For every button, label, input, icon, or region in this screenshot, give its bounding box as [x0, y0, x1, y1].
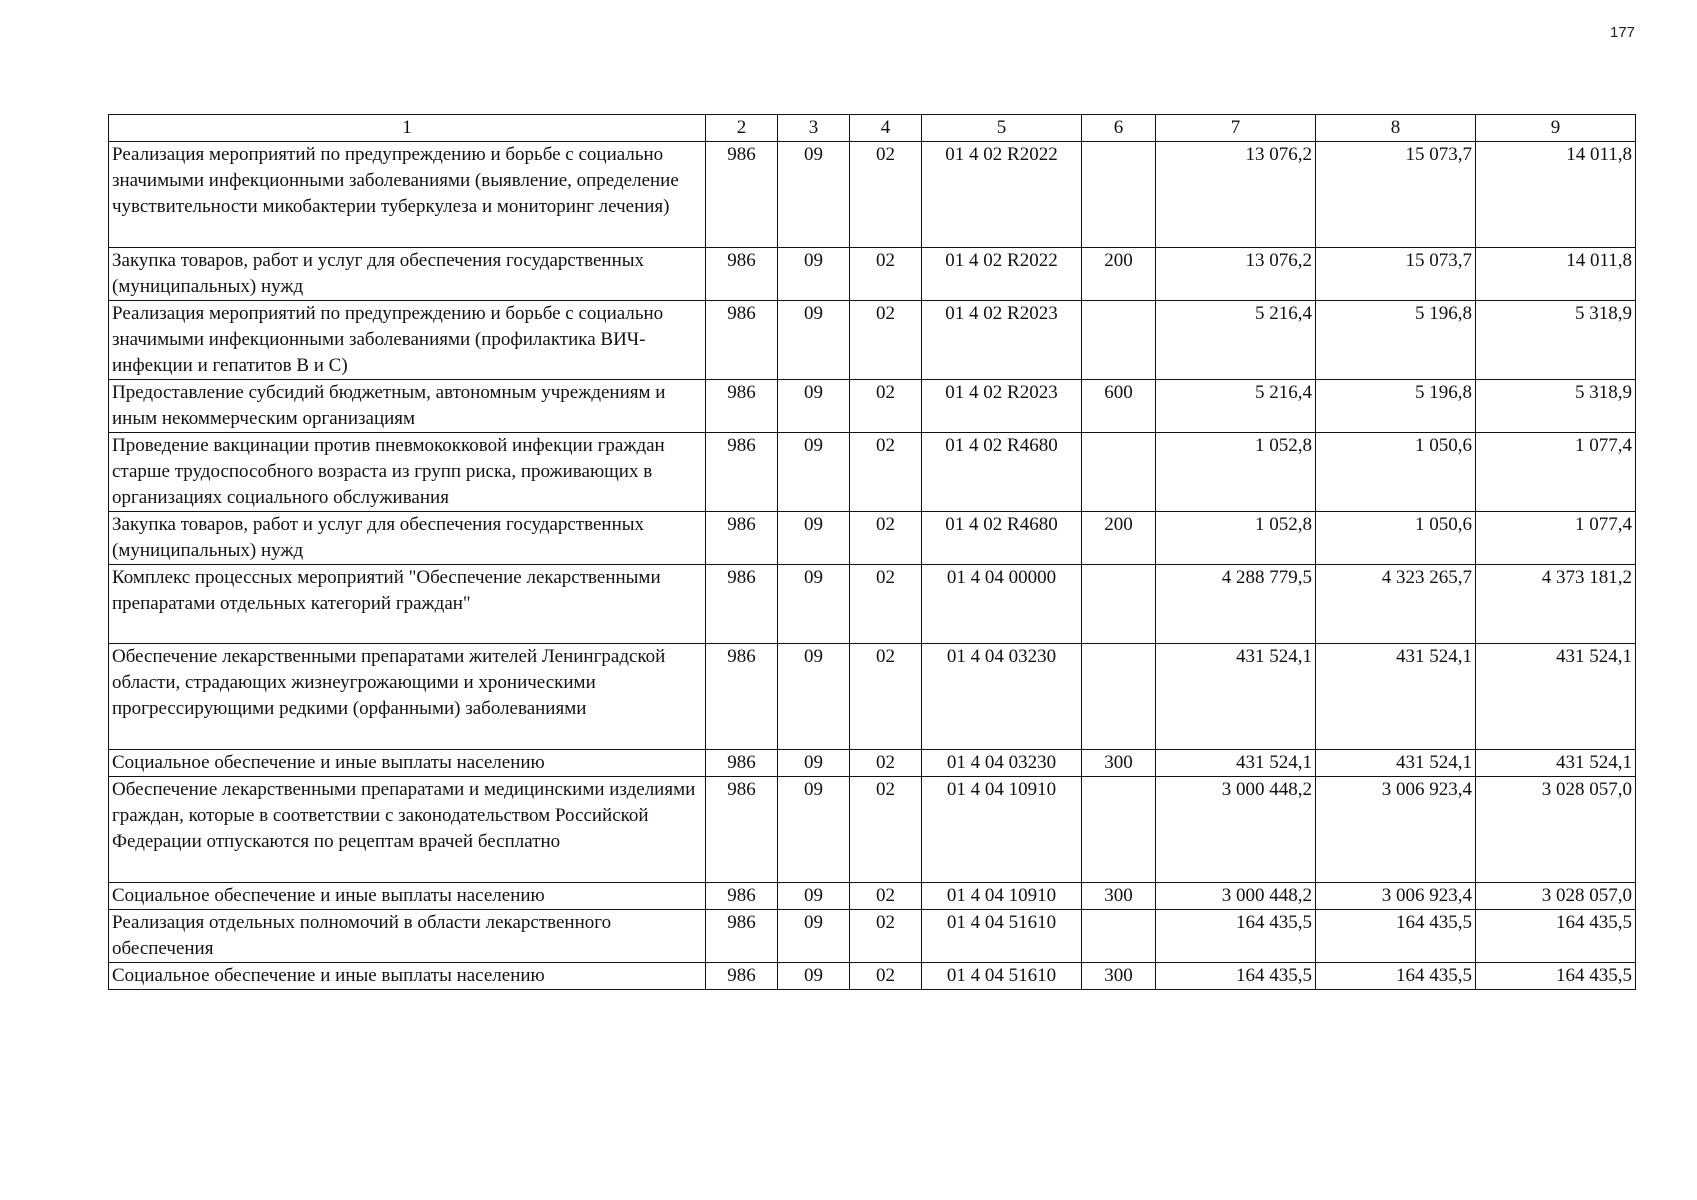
row-expense-type: 300 [1082, 750, 1156, 777]
row-target-code: 01 4 04 03230 [922, 644, 1082, 750]
row-value-col8: 5 196,8 [1316, 380, 1476, 433]
row-value-col9: 164 435,5 [1476, 963, 1636, 990]
row-ministry-code: 986 [706, 301, 778, 380]
row-value-col9: 14 011,8 [1476, 142, 1636, 248]
table-row [109, 910, 1636, 963]
row-target-code: 01 4 02 R4680 [922, 433, 1082, 512]
row-value-col7: 5 216,4 [1156, 380, 1316, 433]
row-subsection-code: 02 [850, 512, 922, 565]
row-value-col8: 15 073,7 [1316, 142, 1476, 248]
table-row [109, 142, 1636, 248]
row-value-col7: 4 288 779,5 [1156, 565, 1316, 644]
table-row [109, 963, 1636, 990]
row-expense-type: 300 [1082, 883, 1156, 910]
header-col-7: 7 [1156, 115, 1316, 142]
row-ministry-code: 986 [706, 750, 778, 777]
row-ministry-code: 986 [706, 883, 778, 910]
row-name: Социальное обеспечение и иные выплаты населению [109, 963, 706, 990]
row-section-code: 09 [778, 777, 850, 883]
header-col-1: 1 [109, 115, 706, 142]
row-value-col7: 431 524,1 [1156, 750, 1316, 777]
row-name: Социальное обеспечение и иные выплаты населению [109, 883, 706, 910]
row-value-col7: 431 524,1 [1156, 644, 1316, 750]
row-expense-type: 200 [1082, 512, 1156, 565]
row-value-col8: 431 524,1 [1316, 644, 1476, 750]
row-ministry-code: 986 [706, 380, 778, 433]
row-value-col8: 1 050,6 [1316, 512, 1476, 565]
row-value-col9: 3 028 057,0 [1476, 883, 1636, 910]
table-row [109, 248, 1636, 301]
row-ministry-code: 986 [706, 142, 778, 248]
row-value-col9: 164 435,5 [1476, 910, 1636, 963]
row-expense-type: 600 [1082, 380, 1156, 433]
header-col-4: 4 [850, 115, 922, 142]
row-expense-type [1082, 433, 1156, 512]
header-col-5: 5 [922, 115, 1082, 142]
row-name: Закупка товаров, работ и услуг для обеспечения государственных (муниципальных) нужд [109, 248, 706, 301]
row-value-col8: 1 050,6 [1316, 433, 1476, 512]
row-ministry-code: 986 [706, 433, 778, 512]
row-value-col7: 1 052,8 [1156, 433, 1316, 512]
row-expense-type: 300 [1082, 963, 1156, 990]
row-target-code: 01 4 04 03230 [922, 750, 1082, 777]
row-subsection-code: 02 [850, 565, 922, 644]
header-col-2: 2 [706, 115, 778, 142]
row-subsection-code: 02 [850, 910, 922, 963]
row-target-code: 01 4 04 10910 [922, 883, 1082, 910]
row-name: Закупка товаров, работ и услуг для обеспечения государственных (муниципальных) нужд [109, 512, 706, 565]
row-expense-type [1082, 777, 1156, 883]
row-subsection-code: 02 [850, 248, 922, 301]
row-name: Реализация мероприятий по предупреждению и борьбе с социально значимыми инфекционными заболеваниями (профилактика ВИЧ-инфекции и гепатитов В и С) [109, 301, 706, 380]
row-name: Реализация мероприятий по предупреждению и борьбе с социально значимыми инфекционными заболеваниями (выявление, определение чувствительности микобактерии туберкулеза и мониторинг лечения) [109, 142, 706, 248]
row-ministry-code: 986 [706, 777, 778, 883]
row-section-code: 09 [778, 512, 850, 565]
row-value-col8: 15 073,7 [1316, 248, 1476, 301]
row-value-col9: 1 077,4 [1476, 433, 1636, 512]
row-value-col9: 4 373 181,2 [1476, 565, 1636, 644]
table-row [109, 644, 1636, 750]
table-row [109, 565, 1636, 644]
row-target-code: 01 4 02 R2022 [922, 248, 1082, 301]
row-value-col7: 1 052,8 [1156, 512, 1316, 565]
row-value-col9: 3 028 057,0 [1476, 777, 1636, 883]
budget-table [108, 114, 1636, 990]
row-name: Социальное обеспечение и иные выплаты населению [109, 750, 706, 777]
row-section-code: 09 [778, 142, 850, 248]
row-name: Обеспечение лекарственными препаратами и медицинскими изделиями граждан, которые в соответствии с законодательством Российской Федерации отпускаются по рецептам врачей бесплатно [109, 777, 706, 883]
row-expense-type [1082, 142, 1156, 248]
row-value-col9: 5 318,9 [1476, 380, 1636, 433]
row-target-code: 01 4 04 10910 [922, 777, 1082, 883]
row-ministry-code: 986 [706, 910, 778, 963]
row-section-code: 09 [778, 883, 850, 910]
table-row [109, 777, 1636, 883]
table-row [109, 883, 1636, 910]
row-subsection-code: 02 [850, 644, 922, 750]
row-value-col7: 13 076,2 [1156, 248, 1316, 301]
row-value-col8: 5 196,8 [1316, 301, 1476, 380]
row-ministry-code: 986 [706, 565, 778, 644]
row-section-code: 09 [778, 750, 850, 777]
table-row [109, 380, 1636, 433]
row-target-code: 01 4 02 R2022 [922, 142, 1082, 248]
row-subsection-code: 02 [850, 777, 922, 883]
row-expense-type [1082, 910, 1156, 963]
row-ministry-code: 986 [706, 963, 778, 990]
table-row [109, 301, 1636, 380]
row-value-col7: 164 435,5 [1156, 963, 1316, 990]
table-row [109, 512, 1636, 565]
row-ministry-code: 986 [706, 248, 778, 301]
row-expense-type [1082, 301, 1156, 380]
row-value-col9: 431 524,1 [1476, 644, 1636, 750]
row-value-col9: 14 011,8 [1476, 248, 1636, 301]
row-name: Предоставление субсидий бюджетным, автономным учреждениям и иным некоммерческим организациям [109, 380, 706, 433]
row-subsection-code: 02 [850, 142, 922, 248]
row-section-code: 09 [778, 433, 850, 512]
row-value-col8: 3 006 923,4 [1316, 883, 1476, 910]
row-section-code: 09 [778, 963, 850, 990]
row-subsection-code: 02 [850, 963, 922, 990]
row-name: Реализация отдельных полномочий в области лекарственного обеспечения [109, 910, 706, 963]
header-col-6: 6 [1082, 115, 1156, 142]
header-col-3: 3 [778, 115, 850, 142]
row-expense-type [1082, 565, 1156, 644]
row-subsection-code: 02 [850, 380, 922, 433]
row-target-code: 01 4 02 R4680 [922, 512, 1082, 565]
row-target-code: 01 4 04 51610 [922, 910, 1082, 963]
row-section-code: 09 [778, 380, 850, 433]
row-section-code: 09 [778, 248, 850, 301]
row-target-code: 01 4 02 R2023 [922, 301, 1082, 380]
row-value-col8: 164 435,5 [1316, 910, 1476, 963]
row-name: Проведение вакцинации против пневмококковой инфекции граждан старше трудоспособного возраста из групп риска, проживающих в организациях социального обслуживания [109, 433, 706, 512]
page-number: 177 [1610, 24, 1636, 41]
header-row [109, 115, 1636, 142]
row-ministry-code: 986 [706, 512, 778, 565]
row-value-col8: 3 006 923,4 [1316, 777, 1476, 883]
table-row [109, 750, 1636, 777]
row-subsection-code: 02 [850, 883, 922, 910]
row-value-col7: 3 000 448,2 [1156, 777, 1316, 883]
row-section-code: 09 [778, 910, 850, 963]
row-value-col8: 4 323 265,7 [1316, 565, 1476, 644]
row-section-code: 09 [778, 644, 850, 750]
row-expense-type: 200 [1082, 248, 1156, 301]
row-value-col9: 5 318,9 [1476, 301, 1636, 380]
row-section-code: 09 [778, 301, 850, 380]
row-value-col7: 13 076,2 [1156, 142, 1316, 248]
row-name: Комплекс процессных мероприятий "Обеспечение лекарственными препаратами отдельных категорий граждан" [109, 565, 706, 644]
row-subsection-code: 02 [850, 750, 922, 777]
row-value-col7: 164 435,5 [1156, 910, 1316, 963]
row-section-code: 09 [778, 565, 850, 644]
row-value-col7: 5 216,4 [1156, 301, 1316, 380]
row-value-col8: 164 435,5 [1316, 963, 1476, 990]
row-name: Обеспечение лекарственными препаратами жителей Ленинградской области, страдающих жизнеугрожающими и хроническими прогрессирующими редкими (орфанными) заболеваниями [109, 644, 706, 750]
header-col-9: 9 [1476, 115, 1636, 142]
row-subsection-code: 02 [850, 301, 922, 380]
table-row [109, 433, 1636, 512]
row-target-code: 01 4 04 00000 [922, 565, 1082, 644]
row-value-col7: 3 000 448,2 [1156, 883, 1316, 910]
row-subsection-code: 02 [850, 433, 922, 512]
row-value-col9: 431 524,1 [1476, 750, 1636, 777]
row-value-col8: 431 524,1 [1316, 750, 1476, 777]
row-ministry-code: 986 [706, 644, 778, 750]
row-target-code: 01 4 04 51610 [922, 963, 1082, 990]
row-target-code: 01 4 02 R2023 [922, 380, 1082, 433]
header-col-8: 8 [1316, 115, 1476, 142]
row-value-col9: 1 077,4 [1476, 512, 1636, 565]
row-expense-type [1082, 644, 1156, 750]
